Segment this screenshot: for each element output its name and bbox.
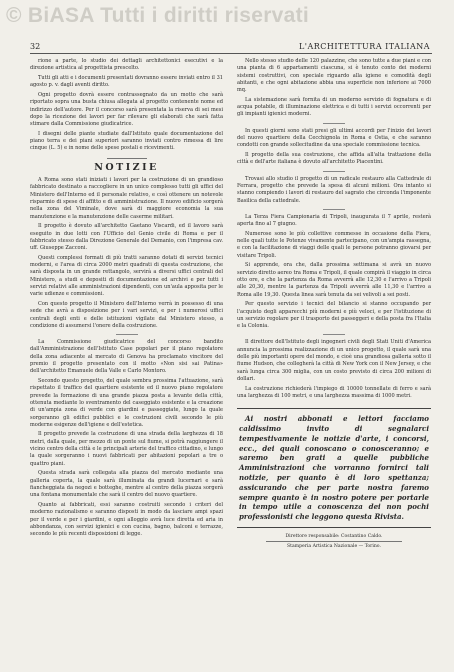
copyright-watermark: © BiASA Tutti i diritti riservati xyxy=(6,4,310,27)
responsible-director: Direttore responsabile: Costantino Caldo. xyxy=(285,533,383,539)
news-separator xyxy=(323,171,345,172)
paragraph: A Roma sono stati iniziati i lavori per la costruzione di un grandioso fabbricato destinato a raccogliere in un unico complesso tutti gli uffici del Ministero dell'Interno ed il personale relativo, e così ottenere un notevole risparmio di spese di affitto e di amministrazione. Il nuovo edificio sorgerà nella zona del Viminale, dove sarà di maggiore economia la sua manutenzione e la manutenzione delle caserme militari. xyxy=(30,177,223,220)
paragraph: La Commissione giudicatrice del concorso bandito dall'Amministrazione dell'Istituto Case popolari per il piano regolatore della zona adiacente al mercato di Genova ha proclamato vincitore del premio il progetto presentato con il motto «Non sisi sai Patina» dell'architetto Emanuele della Valle e Carlo Montoro. xyxy=(30,339,223,375)
paragraph: La costruzione richiederà l'impiego di 10000 tonnellate di ferro e sarà una larghezza di 100 metri, e una larghezza massima di 1000 metri. xyxy=(237,385,431,399)
paragraph: Questi complessi formati di più tratti saranno dotati di servizi tecnici moderni, e l'area di circa 2000 metri quadrati di questa costruzione, che sarà disposta in un grande rettangolo, servirà a diversi uffici centrali del Ministero, a studi e depositi di documentazione ed archivi e per tutti i servizi relativi alle amministrazioni dipendenti, con un'aula apposita per le varie udienze e commissioni. xyxy=(30,254,223,298)
news-separator xyxy=(323,123,345,124)
paragraph: Nello stesso studio delle 120 palazzine, che sono tutte a due piani e con una pianta di 6 appartamenti ciascuna, si è tenuto conto dei moderni sistemi costruttivi, con speciale riguardo alla igiene e comodità degli abitanti, e che ogni abitazione abbia una superficie non inferiore ai 7000 mq. xyxy=(237,58,431,94)
header-rule xyxy=(30,53,432,54)
paragraph: I disegni delle piante studiate dall'Istituto quale documentazione del piano terra e dei piani superiori saranno inviati contro rimessa di lire cinque (L. 5) e in nome delle spese postali e ricevimenti. xyxy=(30,130,223,152)
paragraph: Il progetto è dovuto all'architetto Gaetano Viscardi, ed il lavoro sarà eseguito in due lotti con l'Ufficio del Genio civile di Roma e per il fabbricato stesso dalla Direzione Generale del Demanio, con l'impresa cav. uff. Giuseppe Zacconi. xyxy=(30,223,223,252)
page-number: 32 xyxy=(30,42,41,51)
paragraph: rione a parte, lo studio dei dettagli architettonici esecutivi e la direzione artistica al progettista prescelto. xyxy=(30,58,223,72)
paragraph: Questa strada sarà collegata alla piazza del mercato mediante una galleria coperta, la quale sarà illuminata da grandi lucernari e sarà fiancheggiata da negozi e botteghe, mentre al centro della piazza sorgerà una fontana monumentale che sarà il centro del nuovo quartiere. xyxy=(30,470,223,499)
paragraph: La Terza Fiera Campionaria di Tripoli, inaugurata il 7 aprile, resterà aperta fino al 7 giugno. xyxy=(237,213,431,228)
section-separator xyxy=(107,158,147,159)
footer-rule xyxy=(266,541,402,542)
paragraph: Tutti gli atti e i documenti presentati dovranno essere inviati entro il 31 agosto p. v. dagli aventi diritto. xyxy=(30,74,223,89)
news-separator xyxy=(116,334,138,335)
paragraph: Il progetto della sua costruzione, che affida all'alta trattazione della città e dell'arte italiana è dovuto all'architetto Piacentini. xyxy=(237,152,431,166)
paragraph: Il direttore dell'Istituto degli ingegneri civili degli Stati Uniti d'America annuncia la prossima realizzazione di un unico progetto, il quale sarà una delle più importanti opere del mondo, e cioè una grandiosa galleria sotto il fiume Hudson, che collegherà la città di New York con il New Jersey, e che sarà lunga circa 300 miglia, con un costo previsto di circa 200 milioni di dollari. xyxy=(237,339,431,382)
left-column xyxy=(30,58,223,541)
paragraph: La sistemazione sarà fornita di un moderno servizio di fognatura e di acqua potabile, di illuminazione elettrica e di tutti i servizi occorrenti per gli impianti igienici moderni. xyxy=(237,96,431,118)
paragraph: Secondo questo progetto, del quale sembra prossima l'attuazione, sarà rispettato il traffico del quartiere esistente ed il nuovo piano regolatore prevede la formazione di una grande piazza posta a levante della città, ottenuta mediante lo sventramento del caseggiato esistente e la creazione di un'ampia zona di verde con giardini e passeggiate, lungo la quale sorgeranno gli edifici pubblici e le costruzioni civili secondo le più moderne esigenze dell'igiene e dell'estetica. xyxy=(30,378,223,428)
paragraph: Il progetto prevede la costruzione di una strada della larghezza di 18 metri, dalla quale, per mezzo di un ponte sul fiume, si potrà raggiungere il vicino centro della città e le principali arterie del traffico cittadino, e lungo la quale sorgeranno i nuovi fabbricati per abitazioni popolari a tre o quattro piani. xyxy=(30,431,223,467)
paragraph: In questi giorni sono stati presi gli ultimi accordi per l'inizio dei lavori del nuovo quartiere della Cecchignola in Roma e Ostia, e che saranno condotti con grande sollecitudine da una speciale commissione tecnica. xyxy=(237,127,431,149)
news-separator xyxy=(323,209,345,210)
paragraph: Numerose sono le più collettive commesse in occasione della Fiera, nelle quali tutte le Potenze vivamente partecipano, con un'ampia rassegna, e con la facilitazione di viaggi delle quali le persone potranno giovarsi per visitare Tripoli. xyxy=(237,230,431,259)
paragraph: Ogni progetto dovrà essere contrassegnato da un motto che sarà riportato sopra una busta chiusa allegata al progetto contenente nome ed indirizzo dell'autore. Per il concorso sarà presentata la riserva di sei mesi dopo la ricezione dei lavori per far rilevare gli elaborati che sarà fatta stimare dalla Commissione giudicatrice. xyxy=(30,91,223,128)
running-head: L'ARCHITETTURA ITALIANA xyxy=(298,42,430,51)
paragraph: Con questo progetto il Ministero dell'Interno verrà in possesso di una sede che avrà a disposizione per i vari servizi, e per i numerosi uffici centrali degli enti e delle istituzioni vigilate dal Ministero stesso, a condizione di assumersi l'onere della costruzione. xyxy=(30,300,223,329)
paragraph: Per questo servizio i tecnici del bilancio si stanno occupando per l'acquisto degli apparecchi più moderni e più veloci, e per l'istituzione di un servizio regolare per il trasporto dei passeggeri e della posta fra l'Italia e la Colonia. xyxy=(237,301,431,330)
paragraph: Quanto ai fabbricati, essi saranno costruiti secondo i criteri del moderno razionalismo e saranno disposti in modo da lasciare ampi spazi per il verde e per i giardini, e ogni alloggio avrà luce diretta ed aria in abbondanza, con servizi igienici e con cucina, bagno, balconi e terrazze, secondo le più recenti disposizioni di legge. xyxy=(30,501,223,538)
colophon xyxy=(237,533,431,550)
right-column xyxy=(237,58,431,550)
printer-line: Stamperia Artistica Nazionale — Torino. xyxy=(287,543,381,549)
subscriber-notice-text: Ai nostri abbonati e lettori facciamo caldissimo invito di segnalarci tempestivamente le notizie d'arte, i concorsi, ecc., dei quali conoscano o conosceranno; e saremo ben grati a quelle pubbliche Amministrazioni che vorranno fornirci tali notizie, per quanto è di loro spettanza; assicurando che per parte nostra faremo sempre quanto è in nostro potere per portarle in tempo utile a conoscenza dei non pochi professionisti che leggono questa Rivista. xyxy=(239,414,429,522)
paragraph: Si apprende, ora che, dalla prossima settimana si avrà un nuovo servizio diretto aereo tra Roma e Tripoli, il quale compirà il viaggio in circa otto ore, e che la partenza da Roma avverrà alle 12,30 e l'arrivo a Tripoli alle 20,30, mentre la partenza da Tripoli avverrà alle 11,30 e l'arrivo a Roma alle 19,30. Questa linea sarà tenuta da sei velivoli a sei posti. xyxy=(237,262,431,298)
news-separator xyxy=(323,334,345,335)
paragraph: Trovasi allo studio il progetto di un radicale restauro alla Cattedrale di Ferrara, progetto che prevede la spesa di alcuni milioni. Ora intanto si stanno compiendo i lavori di restauro del sagrato che circonda l'imponente Basilica della cattedrale. xyxy=(237,175,431,204)
section-title-notizie: NOTIZIE xyxy=(94,161,159,173)
subscriber-notice xyxy=(237,408,431,528)
